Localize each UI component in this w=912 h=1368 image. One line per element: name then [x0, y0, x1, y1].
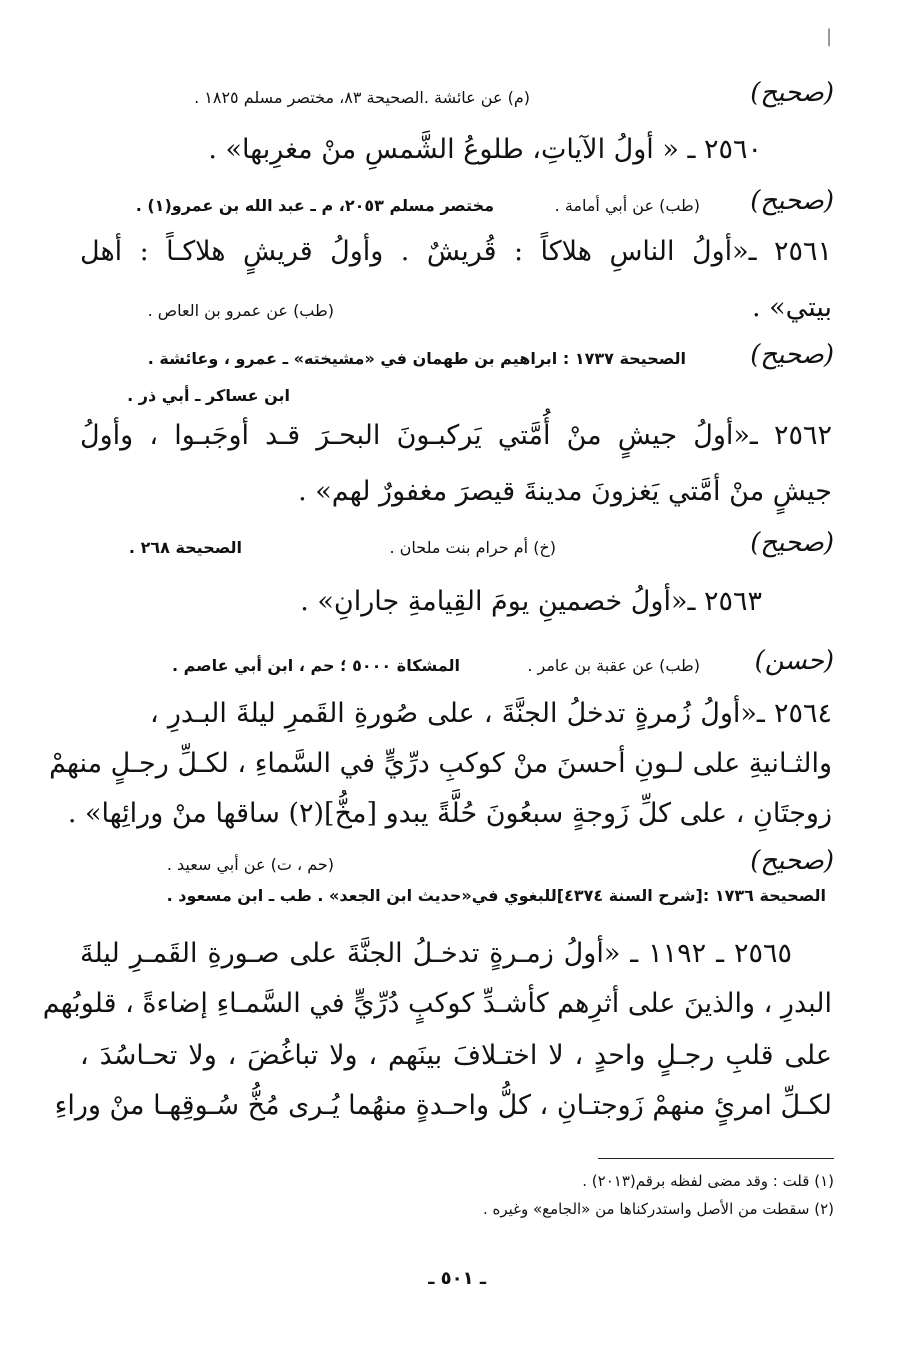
hadith-2561-line-2: بيتي» .	[752, 292, 832, 323]
grade-hasan: (حسن)	[754, 646, 834, 676]
hadith-2564-line-2: والثـانيةِ على لـونِ أحسنَ منْ كوكبِ درِّيٍّ في السَّماءِ ، لكـلِّ رجـلٍ منهمْ	[49, 748, 832, 779]
hadith-2563-line-1: ٢٥٦٣ ـ«أولُ خصمينِ يومَ القِيامةِ جارانِ» .	[300, 586, 762, 617]
hadith-2560-line-1: ٢٥٦٠ ـ « أولُ الآياتِ، طلوعُ الشَّمسِ منْ مغرِبها» .	[208, 134, 762, 165]
hadith-2564-line-1: ٢٥٦٤ ـ«أولُ زُمرةٍ تدخلُ الجنَّةَ ، على صُورةِ القَمرِ ليلةَ البـدرِ ،	[150, 698, 832, 729]
source-narrator: (طب) عن عمرو بن العاص .	[147, 301, 334, 320]
source-refs: الصحيحة ١٧٣٧ : ابراهيم بن طهمان في «مشيخته» ـ عمرو ، وعائشة .	[147, 349, 686, 368]
hadith-2565-line-3: على قلبِ رجـلٍ واحدٍ ، لا اختـلافَ بينَهم ، ولا تباغُضَ ، ولا تحـاسُدَ ،	[80, 1040, 832, 1071]
source-narrator: (طب) عن أبي أمامة .	[554, 196, 700, 215]
hadith-2561-line-1: ٢٥٦١ ـ«أولُ الناسِ هلاكاً : قُريشٌ . وأولُ قريشٍ هلاكـاً : أهل	[80, 236, 832, 267]
hadith-2564-line-3: زوجتَانِ ، على كلِّ زَوجةٍ سبعُونَ حُلَّةً يبدو [مخُّ](٢) ساقها منْ ورائِها» .	[67, 798, 832, 829]
source-narrator: (خ) أم حرام بنت ملحان .	[389, 538, 556, 557]
grade-sahih: (صحيح)	[750, 846, 834, 876]
source-refs: مختصر مسلم ٢٠٥٣، م ـ عبد الله بن عمرو(١) .	[135, 196, 494, 215]
grade-sahih: (صحيح)	[750, 78, 834, 108]
source-refs: المشكاة ٥٠٠٠ ؛ حم ، ابن أبي عاصم .	[171, 656, 460, 675]
grade-sahih: (صحيح)	[750, 528, 834, 558]
hadith-2565-line-2: البدرِ ، والذينَ على أثرِهم كأشـدِّ كوكبٍ دُرِّيٍّ في السَّمـاءِ إضاءةً ، قلوبُهم	[42, 988, 832, 1019]
source-refs: الصحيحة ١٧٣٦ :[شرح السنة ٤٣٧٤]للبغوي في«حديث ابن الجعد» . طب ـ ابن مسعود .	[166, 886, 826, 905]
source-narrator: (حم ، ت) عن أبي سعيد .	[166, 855, 334, 874]
footnote-1: (١) قلت : وقد مضى لفظه برقم(٢٠١٣) .	[582, 1172, 834, 1190]
hadith-2562-line-2: جيشٍ منْ أمَّتي يَغزونَ مدينةَ قيصرَ مغفورٌ لهم» .	[298, 476, 832, 507]
grade-sahih: (صحيح)	[750, 340, 834, 370]
hadith-2562-line-1: ٢٥٦٢ ـ«أولُ جيشٍ منْ أُمَّتي يَركبـونَ البحـرَ قـد أوجَبـوا ، وأولُ	[80, 420, 832, 451]
source-refs-continued: ابن عساكر ـ أبي ذر .	[127, 386, 290, 405]
footnote-2: (٢) سقطت من الأصل واستدركناها من «الجامع» وغيره .	[482, 1200, 834, 1218]
grade-sahih: (صحيح)	[750, 186, 834, 216]
source-narrator: (طب) عن عقبة بن عامر .	[527, 656, 700, 675]
margin-mark: |	[826, 26, 833, 47]
source-refs: الصحيحة ٢٦٨ .	[128, 538, 242, 557]
page-number: ـ ٥٠١ ـ	[428, 1268, 486, 1289]
footnote-separator	[598, 1158, 834, 1159]
source-line: (م) عن عائشة .الصحيحة ٨٣، مختصر مسلم ١٨٢٥ .	[194, 88, 530, 107]
hadith-2565-line-4: لكـلِّ امرئٍ منهمْ زَوجتـانِ ، كلُّ واحـدةٍ منهُما يُـرى مُخُّ سُـوقِهـا منْ وراءِ	[54, 1090, 832, 1121]
hadith-2565-line-1: ٢٥٦٥ ـ ١١٩٢ ـ «أولُ زمـرةٍ تدخـلُ الجنَّةَ على صـورةِ القَمـرِ ليلةَ	[80, 938, 792, 969]
